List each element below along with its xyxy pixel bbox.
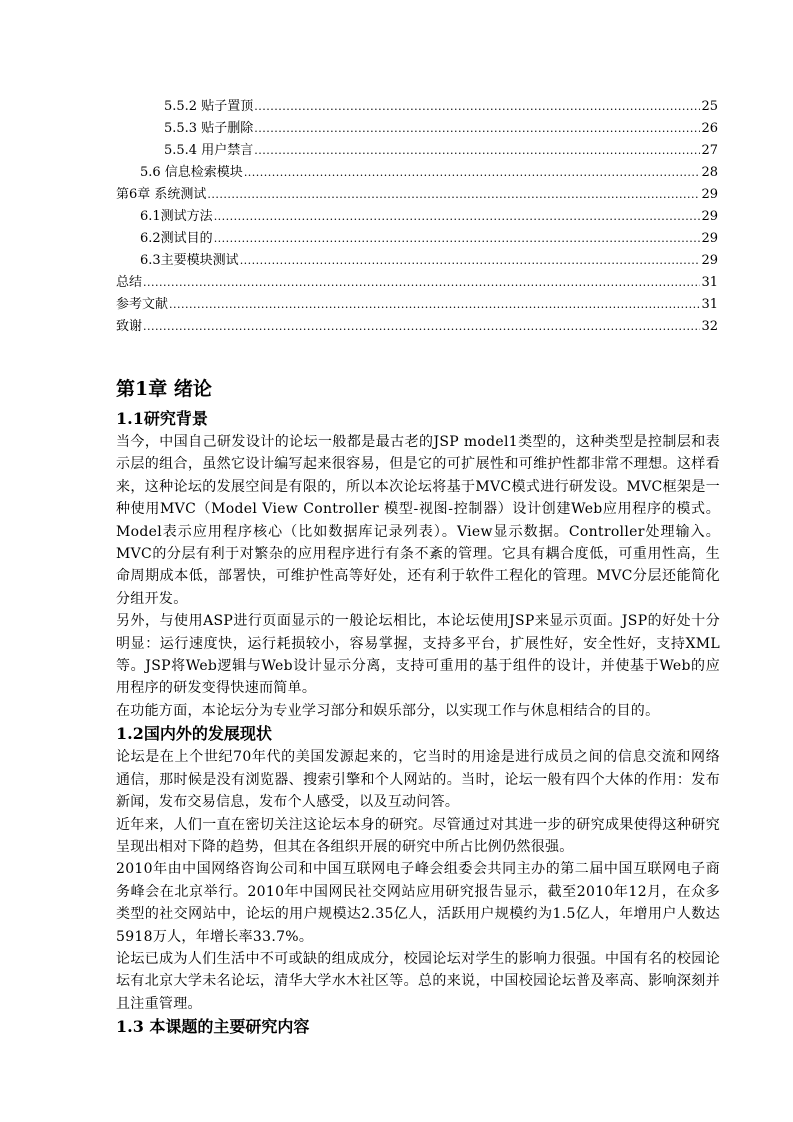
paragraph: 近年来，人们一直在密切关注这论坛本身的研究。尽管通过对其进一步的研究成果使得这种研究呈现出相对下降的趋势，但其在各组织开展的研究中所占比例仍然很强。 [116, 816, 720, 855]
toc-leader-dots [254, 96, 700, 118]
section-heading: 1.1研究背景 [116, 409, 208, 428]
toc-leader-dots [214, 206, 701, 228]
toc-leader-dots [240, 250, 701, 272]
toc-leader-dots [207, 184, 700, 206]
section-heading: 1.2国内外的发展现状 [116, 724, 272, 744]
toc-leader-dots [254, 140, 700, 162]
toc-entry-title: 6.3主要模块测试 [140, 253, 239, 268]
toc-entry[interactable] [116, 162, 718, 184]
toc-entry-page: 26 [701, 121, 718, 136]
toc-leader-dots [169, 294, 700, 316]
toc-entry-title: 6.2测试目的 [140, 231, 213, 246]
toc-entry-title: 5.5.2 贴子置顶 [164, 99, 254, 114]
toc-entry-title: 致谢 [116, 319, 143, 334]
toc-entry-page: 25 [701, 99, 718, 114]
toc-leader-dots [244, 162, 701, 184]
chapter-body [116, 375, 720, 1039]
toc-entry-title: 第6章 系统测试 [116, 187, 207, 202]
paragraph: 另外，与使用ASP进行页面显示的一般论坛相比，本论坛使用JSP来显示页面。JSP的好处十分明显：运行速度快，运行耗损较小，容易掌握，支持多平台，扩展性好，安全性好，支持XML等。JSP将Web逻辑与Web设计显示分离，支持可重用的基于组件的设计，并使基于Web的应用程序的研发变得快速而简单。 [116, 613, 720, 697]
toc-leader-dots [143, 272, 700, 294]
toc-entry-title: 6.1测试方法 [140, 209, 213, 224]
chapter-title: 第1章 绪论 [116, 378, 212, 400]
table-of-contents [116, 96, 718, 338]
toc-entry[interactable] [116, 184, 718, 206]
toc-entry[interactable] [116, 140, 718, 162]
toc-entry[interactable] [116, 96, 718, 118]
toc-entry[interactable] [116, 206, 718, 228]
paragraph: 2010年由中国网络咨询公司和中国互联网电子峰会组委会共同主办的第二届中国互联网电子商务峰会在北京举行。2010年中国网民社交网站应用研究报告显示，截至2010年12月，在众多类型的社交网站中，论坛的用户规模达2.35亿人，活跃用户规模约为1.5亿人，年增用户人数达5918万人，年增长率33.7%。 [116, 861, 720, 945]
toc-entry[interactable] [116, 118, 718, 140]
toc-leader-dots [254, 118, 700, 140]
section-heading: 1.3 本课题的主要研究内容 [116, 1017, 310, 1037]
toc-entry-title: 5.6 信息检索模块 [140, 165, 243, 180]
toc-leader-dots [143, 316, 700, 338]
toc-entry-page: 29 [701, 253, 718, 268]
toc-leader-dots [214, 228, 701, 250]
toc-entry-page: 27 [701, 143, 718, 158]
paragraph: 论坛已成为人们生活中不可或缺的组成成分，校园论坛对学生的影响力很强。中国有名的校园论坛有北京大学未名论坛，清华大学水木社区等。总的来说，中国校园论坛普及率高、影响深刻并且注重管理。 [116, 950, 720, 1012]
toc-entry-title: 5.5.3 贴子删除 [164, 121, 254, 136]
toc-entry-page: 31 [701, 297, 718, 312]
toc-entry-page: 29 [701, 209, 718, 224]
paragraph: 在功能方面，本论坛分为专业学习部分和娱乐部分，以实现工作与休息相结合的目的。 [116, 702, 660, 719]
toc-entry[interactable] [116, 250, 718, 272]
toc-entry-page: 28 [701, 165, 718, 180]
toc-entry[interactable] [116, 272, 718, 294]
toc-entry-title: 5.5.4 用户禁言 [164, 143, 254, 158]
toc-entry-page: 29 [701, 231, 718, 246]
toc-entry-title: 总结 [116, 275, 143, 290]
toc-entry-page: 29 [701, 187, 718, 202]
toc-entry[interactable] [116, 228, 718, 250]
paragraph: 论坛是在上个世纪70年代的美国发源起来的，它当时的用途是进行成员之间的信息交流和网络通信，那时候是没有浏览器、搜索引擎和个人网站的。当时，论坛一般有四个大体的作用：发布新闻，发布交易信息，发布个人感受，以及互动问答。 [116, 749, 720, 811]
toc-entry-title: 参考文献 [116, 297, 169, 312]
toc-entry[interactable] [116, 316, 718, 338]
toc-entry-page: 31 [701, 275, 718, 290]
paragraph: 当今，中国自己研发设计的论坛一般都是最古老的JSP model1类型的，这种类型是控制层和表示层的组合，虽然它设计编写起来很容易，但是它的可扩展性和可维护性都非常不理想。这样看来，这种论坛的发展空间是有限的，所以本次论坛将基于MVC模式进行研发设。MVC框架是一种使用MVC（Model View Controller 模型-视图-控制器）设计创建Web应用程序的模式。Model表示应用程序核心（比如数据库记录列表）。View显示数据。Controller处理输入。MVC的分层有利于对繁杂的应用程序进行有条不紊的管理。它具有耦合度低，可重用性高，生命周期成本低，部署快，可维护性高等好处，还有利于软件工程化的管理。MVC分层还能简化分组开发。 [116, 434, 720, 607]
toc-entry[interactable] [116, 294, 718, 316]
toc-entry-page: 32 [701, 319, 718, 334]
